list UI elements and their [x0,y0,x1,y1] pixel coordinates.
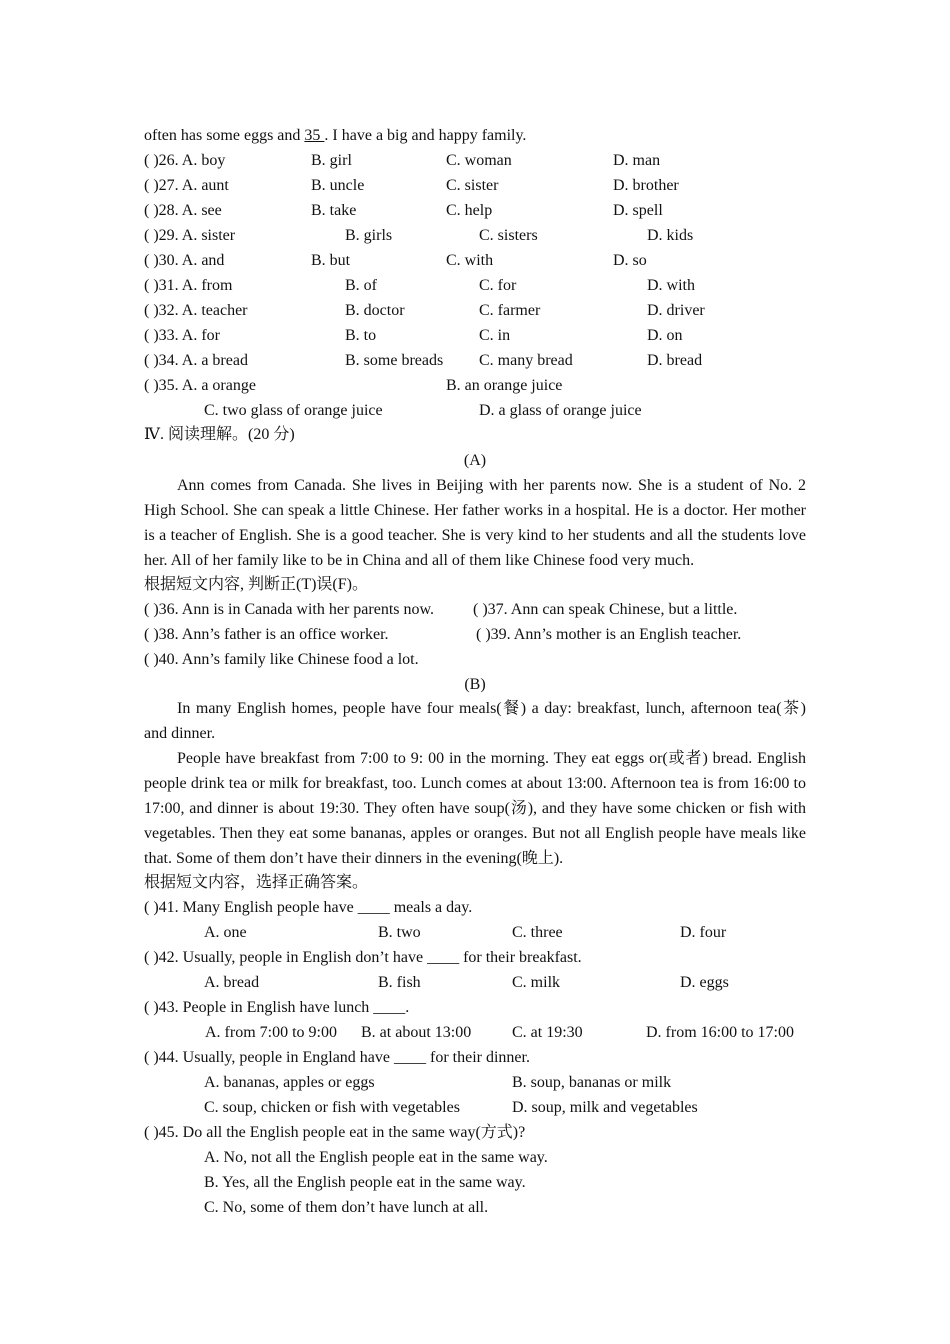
section-4-title: Ⅳ. 阅读理解。(20 分) [144,426,295,443]
question-45-option-a: A. No, not all the English people eat in the same way. [204,1149,548,1166]
question-38: ( )38. Ann’s father is an office worker. [144,626,389,643]
passage-b-instruction: 根据短文内容，选择正确答案。 [144,874,369,891]
passage-a-text: Ann comes from Canada. She lives in Beijing with her parents now. She is a student of No. 2 High School. She can speak a little Chinese. Her father works in a hospital. He is a doctor. Her mother is a teacher of English. She is a good teacher. She is very kind to her students and all the students love her. All of her family like to be in China and all of them like Chinese food very much. [144,477,806,569]
passage-a-label: (A) [463,452,487,469]
question-44: ( )44. Usually, people in England have ____ for their dinner. [144,1049,530,1066]
passage-b-paragraph-2: People have breakfast from 7:00 to 9: 00 in the morning. They eat eggs or(或者) bread. English people drink tea or milk for breakfast, too. Lunch comes at about 13:00. Afternoon tea is from 16:00 to 17:00, and dinner is about 19:30. They often have soup(汤), and they have some chicken or fish with vegetables. Then they eat some bananas, apples or oranges. But not all English people have meals like that. Some of them don’t have their dinners in the evening(晚上). [144,750,806,867]
question-26: ( )26. A. boy B. girl C. woman D. man [144,152,661,169]
question-42-options: A. bread B. fish C. milk D. eggs [204,974,729,991]
question-27: ( )27. A. aunt B. uncle C. sister D. brother [144,177,679,194]
question-34: ( )34. A. a bread B. some breads C. many bread D. bread [144,352,703,369]
question-35: ( )35. A. a orange B. an orange juice [144,377,563,394]
question-36: ( )36. Ann is in Canada with her parents now. [144,601,435,618]
question-37: ( )37. Ann can speak Chinese, but a little. [473,601,738,618]
question-43-options: A. from 7:00 to 9:00 B. at about 13:00 C. at 19:30 D. from 16:00 to 17:00 [205,1024,794,1041]
question-44-options-cd: C. soup, chicken or fish with vegetables D. soup, milk and vegetables [204,1099,698,1116]
question-44-options-ab: A. bananas, apples or eggs B. soup, bananas or milk [204,1074,672,1091]
question-45-option-b: B. Yes, all the English people eat in the same way. [204,1174,526,1191]
question-43: ( )43. People in English have lunch ____. [144,999,410,1016]
question-45-option-c: C. No, some of them don’t have lunch at all. [204,1199,489,1216]
question-41: ( )41. Many English people have ____ meals a day. [144,899,473,916]
question-31: ( )31. A. from B. of C. for D. with [144,277,695,294]
question-40: ( )40. Ann’s family like Chinese food a lot. [144,651,419,668]
question-36-37 [144,598,738,622]
question-35-cd: C. two glass of orange juice D. a glass of orange juice [204,402,642,419]
question-41-options: A. one B. two C. three D. four [204,924,727,941]
question-39: ( )39. Ann’s mother is an English teacher. [476,626,742,643]
blank-35: 35 [304,127,325,144]
question-38-39 [144,623,742,647]
question-29: ( )29. A. sister B. girls C. sisters D. kids [144,227,694,244]
question-45: ( )45. Do all the English people eat in the same way(方式)? [144,1124,526,1141]
cloze-ending-line: often has some eggs and 35 . I have a big and happy family. [144,127,527,144]
passage-b-paragraph-1: In many English homes, people have four meals(餐) a day: breakfast, lunch, afternoon tea(茶) and dinner. [144,700,806,742]
question-28: ( )28. A. see B. take C. help D. spell [144,202,663,219]
question-30: ( )30. A. and B. but C. with D. so [144,252,647,269]
question-33: ( )33. A. for B. to C. in D. on [144,327,683,344]
passage-a-instruction: 根据短文内容, 判断正(T)误(F)。 [144,576,368,593]
question-32: ( )32. A. teacher B. doctor C. farmer D. driver [144,302,705,319]
passage-b-label: (B) [464,676,486,693]
question-42: ( )42. Usually, people in English don’t have ____ for their breakfast. [144,949,582,966]
